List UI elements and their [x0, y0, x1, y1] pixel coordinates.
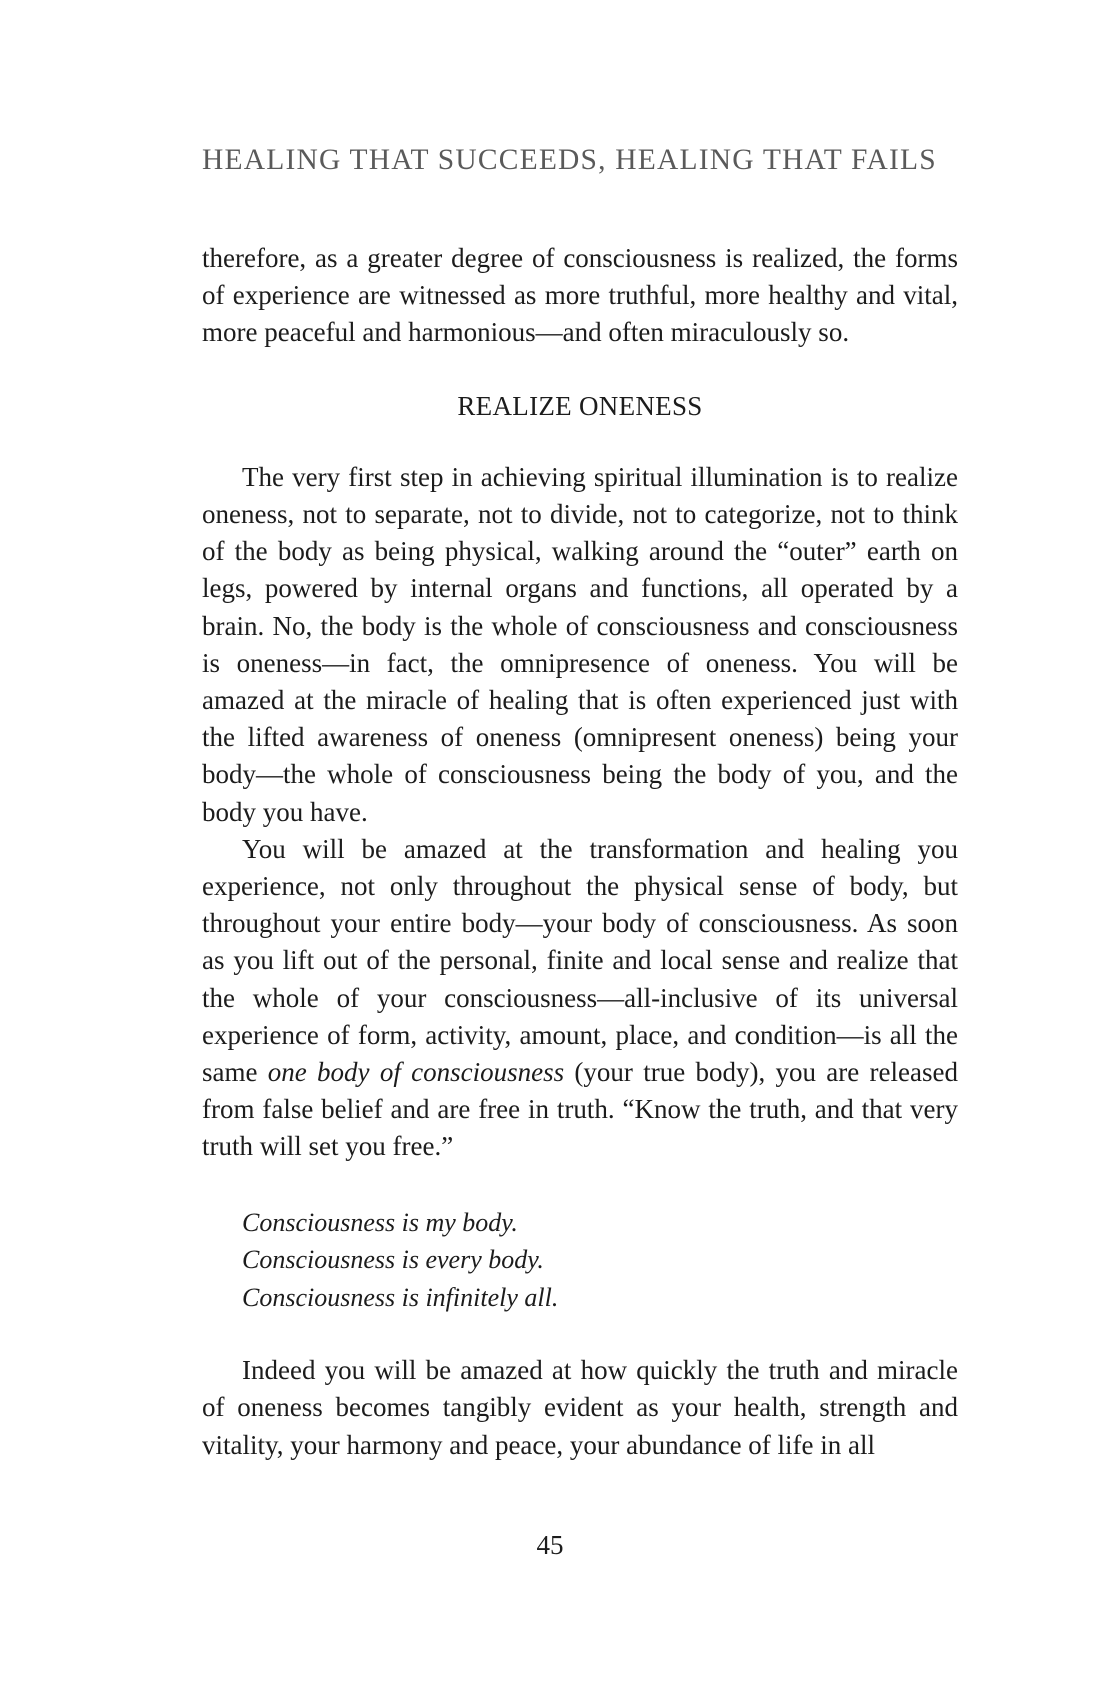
paragraph-oneness: The very first step in achieving spiritual illumination is to realize oneness, not to separate, not to divide, not to categorize, not to think of the body as being physical, walking around the “outer” earth on legs, powered by internal organs and functions, all operated by a brain. No, the body is the whole of consciousness and consciousness is oneness—in fact, the omnipresence of oneness. You will be amazed at the miracle of healing that is often experienced just with the lifted awareness of oneness (omnipresent oneness) being your body—the whole of consciousness being the body of you, and the body you have.: [202, 461, 958, 827]
affirmation-verse: [242, 1204, 958, 1317]
paragraph-text-after: (your true body), you are released from false belief and are free in truth. “Know the truth, and that very truth will set you free.”: [202, 1057, 958, 1162]
paragraph-transformation: [202, 831, 958, 1166]
paragraph-continuation: therefore, as a greater degree of consciousness is realized, the forms of experience are witnessed as more truthful, more healthy and vital, more peaceful and harmonious—and often miraculously so.: [202, 243, 958, 348]
page-number: 45: [536, 1530, 564, 1560]
verse-line: Consciousness is every body.: [242, 1245, 544, 1275]
paragraph-text-before: You will be amazed at the transformation and healing you experience, not only throughout the physical sense of body, but throughout your entire body—your body of consciousness. As soon as you lift out of the personal, finite and local sense and realize that the whole of your consciousness—all-inclusive of its universal experience of form, activity, amount, place, and condition—is all the same: [202, 833, 958, 1088]
paragraph-indeed: Indeed you will be amazed at how quickly the truth and miracle of oneness becomes tangibly evident as your health, strength and vitality, your harmony and peace, your abundance of life in all: [202, 1355, 958, 1460]
body-text: [202, 240, 958, 1464]
running-head: HEALING THAT SUCCEEDS, HEALING THAT FAILS: [202, 144, 937, 176]
verse-line: Consciousness is my body.: [242, 1207, 518, 1237]
section-heading: REALIZE ONENESS: [457, 390, 703, 421]
verse-line: Consciousness is infinitely all.: [242, 1282, 559, 1312]
emphasized-phrase: one body of consciousness: [267, 1057, 565, 1088]
